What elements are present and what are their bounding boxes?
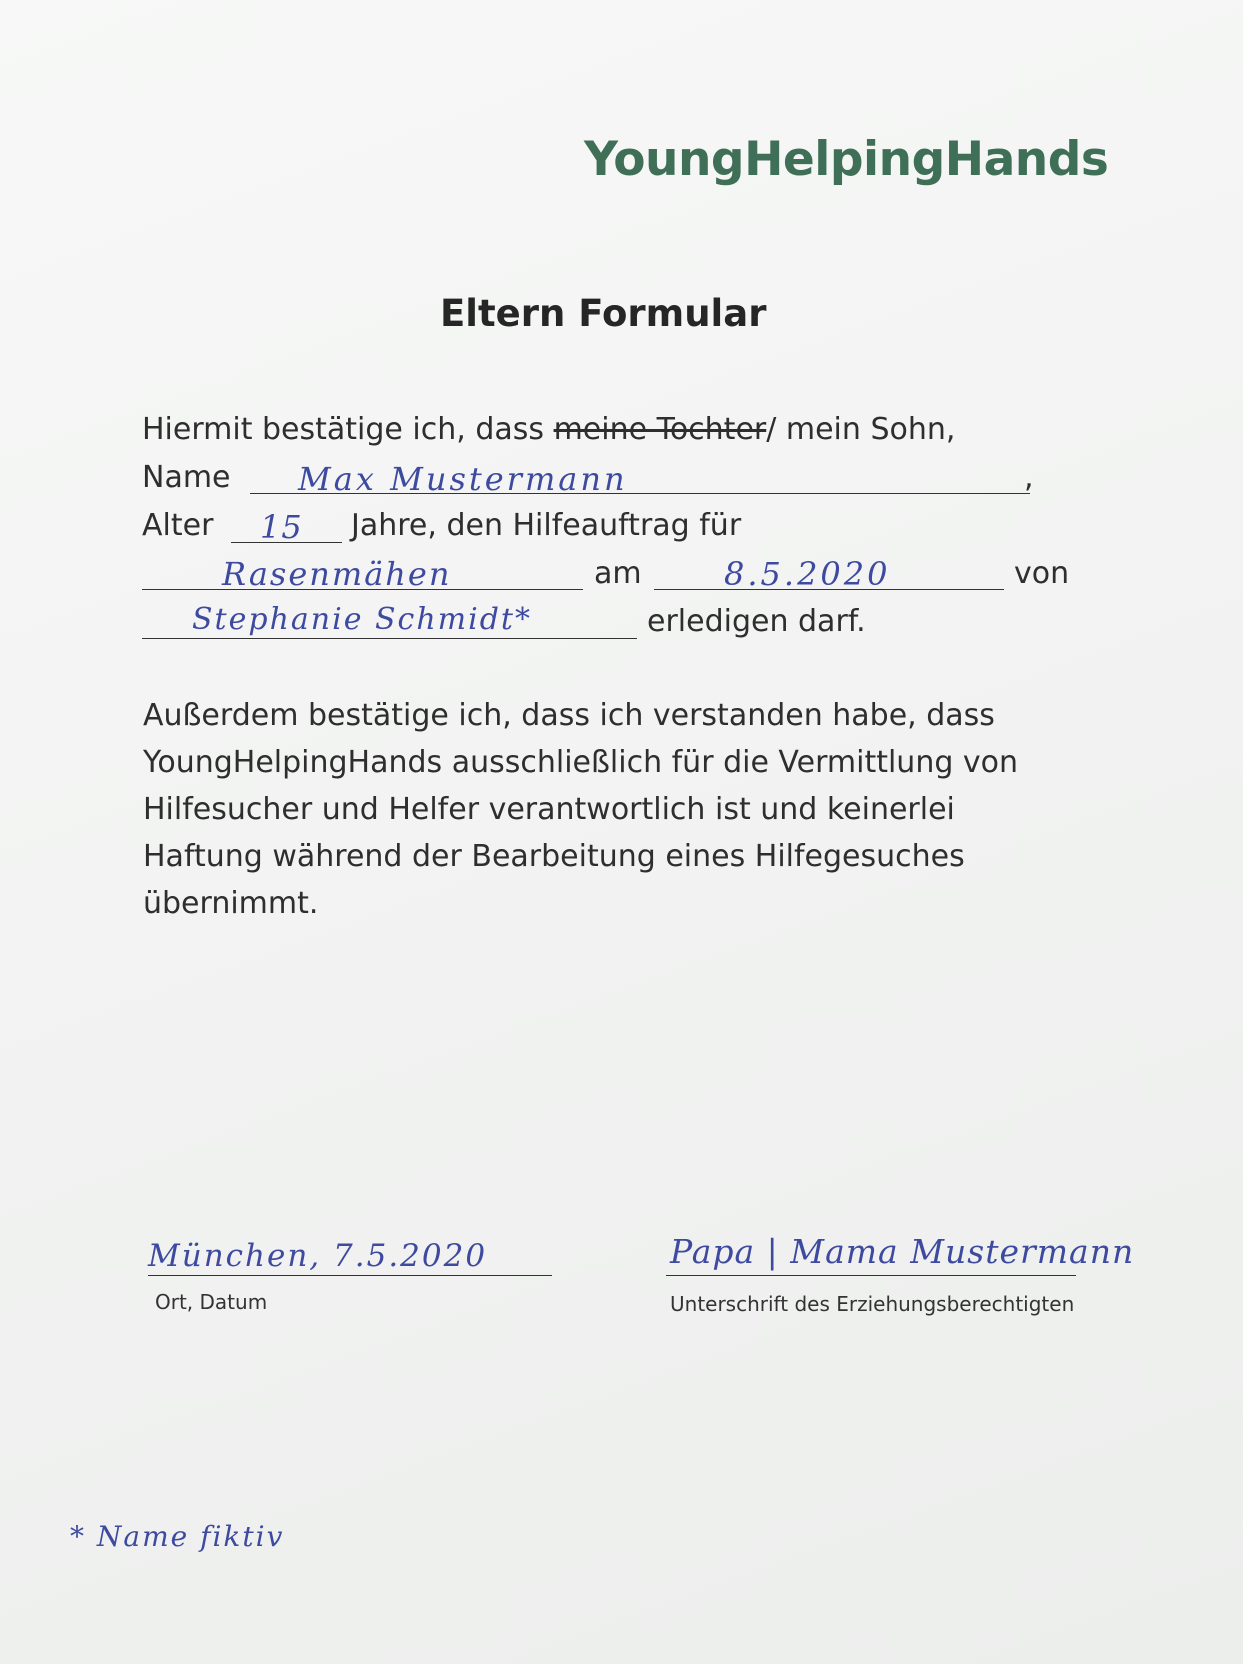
task-handwritten-value: Rasenmähen [222,555,452,593]
name-handwritten-value: Max Mustermann [298,460,628,498]
person-field-line [142,638,637,639]
from-label: von [1014,556,1070,591]
disclaimer-line: Hilfesucher und Helfer verantwortlich ist und keinerlei [143,792,955,827]
disclaimer-line: übernimmt. [143,886,319,921]
intro-line [142,412,955,447]
age-handwritten-value: 15 [260,508,303,546]
brand-logo-text: YoungHelpingHands [584,132,1109,187]
disclaimer-line: YoungHelpingHands ausschließlich für die Vermittlung von [143,745,1019,780]
date-label: am [594,556,642,591]
place-date-handwritten-value: München, 7.5.2020 [148,1238,488,1274]
intro-suffix: / mein Sohn, [766,412,956,447]
name-comma: , [1024,460,1034,495]
disclaimer-line: Außerdem bestätige ich, dass ich verstanden habe, dass [143,698,995,733]
footnote-handwritten: * Name fiktiv [70,1520,285,1553]
name-label: Name [142,460,231,495]
disclaimer-line: Haftung während der Bearbeitung eines Hilfegesuches [143,839,965,874]
age-suffix: Jahre, den Hilfeauftrag für [351,508,742,543]
intro-prefix: Hiermit bestätige ich, dass [142,412,554,447]
place-date-field-line [148,1275,552,1276]
person-handwritten-value: Stephanie Schmidt* [192,602,532,637]
struck-option-daughter: meine Tochter [553,412,767,447]
permission-suffix: erledigen darf. [647,604,866,639]
date-handwritten-value: 8.5.2020 [724,555,891,593]
page-title: Eltern Formular [440,292,767,335]
signature-caption: Unterschrift des Erziehungsberechtigten [670,1292,1075,1316]
signature-field-line [666,1275,1076,1276]
place-date-caption: Ort, Datum [155,1290,268,1314]
age-label: Alter [142,508,214,543]
guardian-signature: Papa | Mama Mustermann [670,1232,1135,1271]
